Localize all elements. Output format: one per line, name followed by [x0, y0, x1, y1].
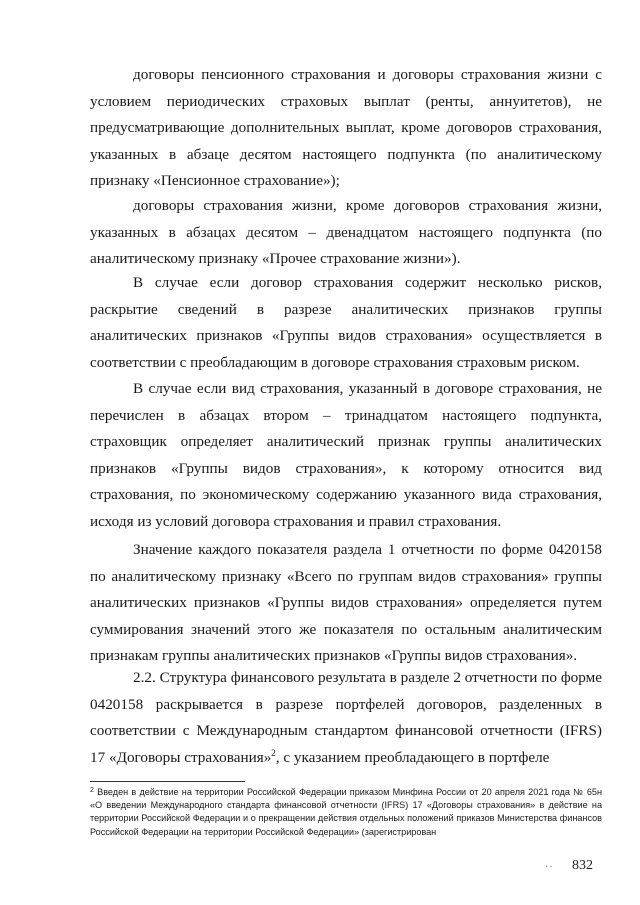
scan-mark: ··: [545, 862, 554, 873]
paragraph-text-after-ref: , с указанием преобладающего в портфеле: [275, 748, 550, 766]
footnote: [90, 786, 602, 839]
footnote-reference: 2: [271, 747, 276, 758]
paragraph-financial-result-structure: [90, 665, 602, 771]
paragraph-text-before-ref: 2.2. Структура финансового результата в разделе 2 отчетности по форме 0420158 раскрывается в разрезе портфелей договоров, разделенных в соответствии с Международным стандартом финансовой отчетности (IFRS) 17 «Договоры страхования»: [90, 669, 602, 766]
page-number: 832: [572, 858, 593, 873]
paragraph-total-indicator: Значение каждого показателя раздела 1 отчетности по форме 0420158 по аналитическому признаку «Всего по группам видов страхования» группы аналитических признаков «Группы видов страхования» определяется путем суммирования значений этого же показателя по остальным аналитическим признакам группы аналитических признаков «Группы видов страхования».: [90, 541, 602, 665]
paragraph-unlisted-insurance-type: В случае если вид страхования, указанный в договоре страхования, не перечислен в абзацах втором – тринадцатом настоящего подпункта, страховщик определяет аналитический признак группы аналитических признаков «Группы видов страхования», к которому относится вид страхования, по экономическому содержанию указанного вида страхования, исходя из условий договора страхования и правил страхования.: [90, 380, 602, 530]
paragraph-pension-insurance: договоры пенсионного страхования и договоры страхования жизни с условием периодических страховых выплат (ренты, аннуитетов), не предусматривающие дополнительных выплат, кроме договоров страхования, указанных в абзаце десятом настоящего подпункта (по аналитическому признаку «Пенсионное страхование»);: [90, 66, 602, 190]
footnote-marker: 2: [90, 787, 94, 794]
footnote-separator: [90, 781, 245, 782]
paragraph-other-life-insurance: договоры страхования жизни, кроме договоров страхования жизни, указанных в абзацах десятом – двенадцатом настоящего подпункта (по аналитическому признаку «Прочее страхование жизни»).: [90, 197, 602, 268]
paragraph-multiple-risks: В случае если договор страхования содержит несколько рисков, раскрытие сведений в разрезе аналитических признаков группы аналитических признаков «Группы видов страхования» осуществляется в соответствии с преобладающим в договоре страхования страховым риском.: [90, 274, 602, 371]
footnote-text: Введен в действие на территории Российской Федерации приказом Минфина России от 20 апреля 2021 года № 65н «О введении Международного стандарта финансовой отчетности (IFRS) 17 «Договоры страхования» в действие на территории Российской Федерации и о прекращении действия отдельных положений приказов Министерства финансов Российской Федерации на территории Российской Федерации» (зарегистрирован: [90, 787, 603, 837]
